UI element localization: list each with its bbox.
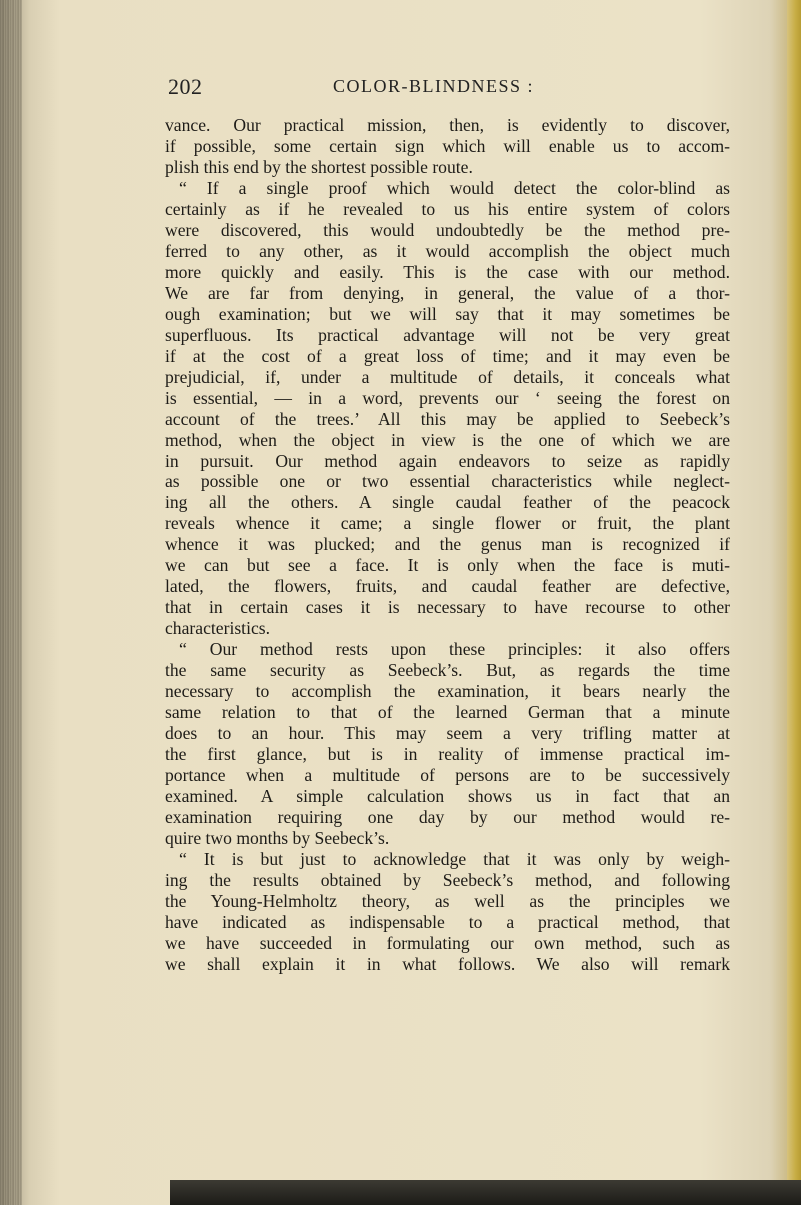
text-line: the same security as Seebeck’s. But, as regards the time — [165, 660, 730, 681]
page-bottom-shadow — [170, 1180, 801, 1205]
text-line: were discovered, this would undoubtedly be the method pre- — [165, 219, 730, 240]
text-line: necessary to accomplish the examination, it bears nearly the — [165, 681, 730, 702]
text-line: does to an hour. This may seem a very trifling matter at — [165, 723, 730, 744]
text-line: lated, the flowers, fruits, and caudal feather are defective, — [165, 576, 730, 597]
text-line: “ It is but just to acknowledge that it was only by weigh- — [179, 848, 730, 869]
text-line: examination requiring one day by our method would re- — [165, 806, 730, 827]
text-line: in pursuit. Our method again endeavors to seize as rapidly — [165, 450, 730, 471]
text-line: superfluous. Its practical advantage will not be very great — [165, 324, 730, 345]
text-line: quire two months by Seebeck’s. — [165, 827, 390, 848]
text-line: portance when a multitude of persons are to be successively — [165, 765, 730, 786]
page-header — [168, 74, 728, 104]
text-line: ing the results obtained by Seebeck’s method, and following — [165, 869, 730, 890]
text-line: account of the trees.’ All this may be applied to Seebeck’s — [165, 408, 730, 429]
running-head: COLOR-BLINDNESS : — [333, 76, 535, 96]
text-line: We are far from denying, in general, the value of a thor- — [165, 282, 730, 303]
text-line: ing all the others. A single caudal feather of the peacock — [165, 492, 730, 513]
text-line: characteristics. — [165, 618, 271, 639]
text-line: is essential, — in a word, prevents our ‘ seeing the forest on — [165, 387, 730, 408]
text-line: if at the cost of a great loss of time; and it may even be — [165, 345, 730, 366]
text-line: we can but see a face. It is only when the face is muti- — [165, 555, 730, 576]
text-line: that in certain cases it is necessary to have recourse to other — [165, 597, 730, 618]
text-line: as possible one or two essential characteristics while neglect- — [165, 471, 730, 492]
text-line: same relation to that of the learned German that a minute — [165, 702, 730, 723]
text-line: more quickly and easily. This is the case with our method. — [165, 261, 730, 282]
text-line: whence it was plucked; and the genus man is recognized if — [165, 534, 730, 555]
text-line: the first glance, but is in reality of immense practical im- — [165, 744, 730, 765]
text-line: “ If a single proof which would detect the color-blind as — [179, 177, 730, 198]
text-line: reveals whence it came; a single flower or fruit, the plant — [165, 513, 730, 534]
text-line: prejudicial, if, under a multitude of details, it conceals what — [165, 366, 730, 387]
text-line: method, when the object in view is the one of which we are — [165, 429, 730, 450]
text-line: if possible, some certain sign which will enable us to accom- — [165, 135, 730, 156]
text-line: we shall explain it in what follows. We also will remark — [165, 953, 730, 974]
text-line: vance. Our practical mission, then, is evidently to discover, — [165, 115, 730, 135]
text-line: certainly as if he revealed to us his entire system of colors — [165, 198, 730, 219]
page-binding — [0, 0, 22, 1205]
text-line: we have succeeded in formulating our own method, such as — [165, 932, 730, 953]
page-number: 202 — [168, 74, 203, 99]
text-line: “ Our method rests upon these principles: it also offers — [179, 639, 730, 660]
text-line: plish this end by the shortest possible route. — [165, 156, 473, 177]
text-line: have indicated as indispensable to a practical method, that — [165, 911, 730, 932]
text-line: ough examination; but we will say that it may sometimes be — [165, 303, 730, 324]
text-line: ferred to any other, as it would accomplish the object much — [165, 240, 730, 261]
text-line: the Young-Helmholtz theory, as well as the principles we — [165, 890, 730, 911]
page-edge — [787, 0, 801, 1205]
body-text — [165, 115, 730, 975]
text-line: examined. A simple calculation shows us in fact that an — [165, 786, 730, 806]
